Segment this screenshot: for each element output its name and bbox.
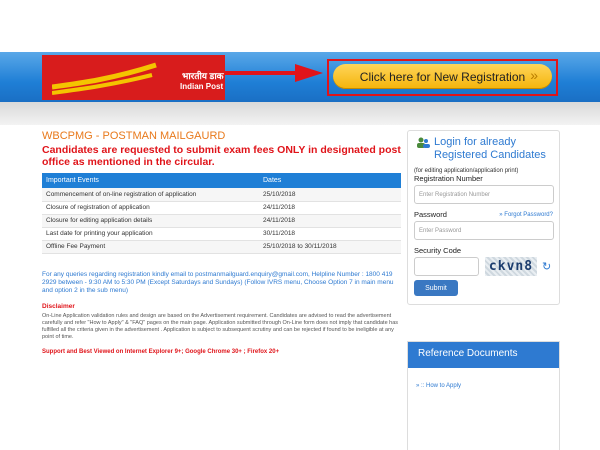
table-cell-date: 30/11/2018 xyxy=(259,227,401,240)
india-post-emblem-icon xyxy=(52,61,157,95)
reference-documents-panel xyxy=(407,341,560,450)
login-heading xyxy=(414,136,553,162)
table-row xyxy=(42,201,401,214)
grey-strip xyxy=(0,102,600,125)
new-registration-button[interactable] xyxy=(333,64,552,89)
refresh-captcha-icon[interactable]: ↻ xyxy=(542,261,552,273)
important-events-table xyxy=(42,173,401,254)
fee-notice: Candidates are requested to submit exam fees ONLY in designated post office as mentioned in the circular. xyxy=(42,144,401,168)
security-code-label: Security Code xyxy=(414,246,462,255)
browser-support-text: Support and Best Viewed on Internet Explorer 9+; Google Chrome 30+ ; Firefox 20+ xyxy=(42,348,280,355)
forgot-password-text: Forgot Password? xyxy=(504,211,553,218)
registration-number-label: Registration Number xyxy=(414,174,483,183)
login-panel xyxy=(407,130,560,305)
table-header-events: Important Events xyxy=(42,173,259,188)
reference-documents-heading: Reference Documents xyxy=(408,342,559,368)
password-row xyxy=(414,210,553,219)
disclaimer-text: On-Line Application validation rules and design are based on the Advertisement requirement. Candidates are advised to read the advertisement carefully and refer "How to Apply" & "FAQ" pages on the main page. Application submitted through On-Line form does not imply that candidate has fulfilled all the criteria given in the advertisement . Application is subject to subsequent scrutiny and can be rejected if found to be ineligible at any point of time. xyxy=(42,312,399,340)
table-cell-date: 25/10/2018 xyxy=(259,188,401,201)
login-subnote: (for editing application/application print) xyxy=(414,168,519,174)
main-content xyxy=(42,130,402,355)
table-cell-event: Offline Fee Payment xyxy=(42,240,259,253)
table-header-dates: Dates xyxy=(259,173,401,188)
page-title: WBCPMG - POSTMAN MAILGAURD xyxy=(42,130,226,142)
logo-english-text: Indian Post xyxy=(180,82,224,91)
users-icon xyxy=(416,137,430,149)
double-chevron-icon: » xyxy=(416,383,420,389)
how-to-apply-label: :: How to Apply xyxy=(421,383,462,389)
new-registration-label: Click here for New Registration xyxy=(359,69,526,84)
login-heading-text: Login for already Registered Candidates xyxy=(434,136,546,161)
table-row xyxy=(42,227,401,240)
forgot-password-link[interactable] xyxy=(499,212,553,218)
table-row xyxy=(42,240,401,253)
table-cell-date: 24/11/2018 xyxy=(259,214,401,227)
password-input[interactable]: Enter Password xyxy=(414,221,554,240)
top-whitespace xyxy=(0,0,600,52)
table-cell-event: Closure for editing application details xyxy=(42,214,259,227)
captcha-image: ckvn8 xyxy=(485,257,537,276)
registration-number-input[interactable]: Enter Registration Number xyxy=(414,185,554,204)
table-row xyxy=(42,214,401,227)
double-chevron-icon: » xyxy=(499,211,503,218)
helpline-text: For any queries regarding registration kindly email to postmanmailguard.enquiry@gmail.com, Helpline Number : 1800 419 2929 between - 9:30 AM to 5:30 PM (Except Saturdays and Sundays) (Follow IVRS menu, Choose Option 7 in main menu and option 2 in the sub menu) xyxy=(42,270,394,294)
india-post-logo xyxy=(42,55,225,100)
table-cell-date: 24/11/2018 xyxy=(259,201,401,214)
submit-button[interactable]: Submit xyxy=(414,280,458,296)
red-arrow-icon xyxy=(225,62,325,84)
chevron-right-icon: » xyxy=(530,67,538,83)
table-cell-event: Commencement of on-line registration of application xyxy=(42,188,259,201)
table-header-row xyxy=(42,173,401,188)
table-cell-event: Closure of registration of application xyxy=(42,201,259,214)
password-label: Password xyxy=(414,210,447,219)
disclaimer-heading: Disclaimer xyxy=(42,302,75,310)
table-row xyxy=(42,188,401,201)
security-code-input[interactable] xyxy=(414,257,479,276)
how-to-apply-link[interactable] xyxy=(408,383,559,389)
logo-hindi-text: भारतीय डाक xyxy=(182,71,224,81)
captcha-row xyxy=(414,257,553,276)
table-cell-event: Last date for printing your application xyxy=(42,227,259,240)
table-cell-date: 25/10/2018 to 30/11/2018 xyxy=(259,240,401,253)
